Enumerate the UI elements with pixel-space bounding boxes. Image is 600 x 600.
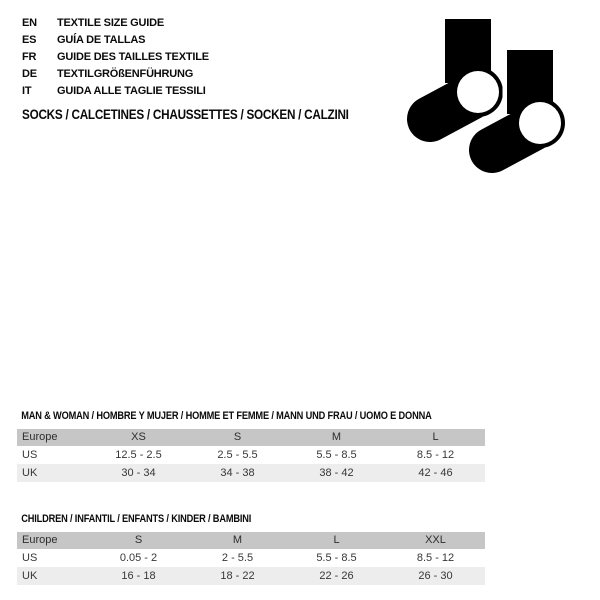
size-cell: 42 - 46	[386, 464, 485, 482]
size-grid	[17, 429, 485, 482]
size-cell: 8.5 - 12	[386, 549, 485, 567]
language-row-de	[22, 66, 209, 83]
column-header: S	[188, 429, 287, 446]
size-cell: 30 - 34	[89, 464, 188, 482]
size-cell: 5.5 - 8.5	[287, 549, 386, 567]
column-header: XXL	[386, 532, 485, 549]
size-cell: 34 - 38	[188, 464, 287, 482]
language-row-es	[22, 32, 209, 49]
language-label: GUIDE DES TAILLES TEXTILE	[57, 51, 209, 63]
category-line: SOCKS / CALCETINES / CHAUSSETTES / SOCKEN / CALZINI	[22, 107, 349, 122]
column-header: S	[89, 532, 188, 549]
column-header: M	[188, 532, 287, 549]
size-cell: 26 - 30	[386, 567, 485, 585]
language-row-fr	[22, 49, 209, 66]
column-header: L	[386, 429, 485, 446]
language-row-en	[22, 15, 209, 32]
language-list	[22, 15, 209, 100]
size-cell: 8.5 - 12	[386, 446, 485, 464]
language-label: GUÍA DE TALLAS	[57, 34, 146, 46]
language-code: DE	[22, 68, 37, 80]
language-code: EN	[22, 17, 37, 29]
table-title: MAN & WOMAN / HOMBRE Y MUJER / HOMME ET FEMME / MANN UND FRAU / UOMO E DONNA	[21, 410, 432, 422]
language-row-it	[22, 83, 209, 100]
size-cell: 12.5 - 2.5	[89, 446, 188, 464]
column-header: L	[287, 532, 386, 549]
sock-back	[430, 19, 503, 119]
region-label: UK	[17, 567, 89, 585]
size-cell: 38 - 42	[287, 464, 386, 482]
column-header: Europe	[17, 532, 89, 549]
size-table-children	[17, 511, 485, 585]
size-cell: 5.5 - 8.5	[287, 446, 386, 464]
size-cell: 2.5 - 5.5	[188, 446, 287, 464]
size-cell: 0.05 - 2	[89, 549, 188, 567]
size-table-man-woman	[17, 408, 485, 482]
size-cell: 22 - 26	[287, 567, 386, 585]
size-cell: 16 - 18	[89, 567, 188, 585]
region-label: UK	[17, 464, 89, 482]
size-cell: 18 - 22	[188, 567, 287, 585]
region-label: US	[17, 549, 89, 567]
language-label: TEXTILGRÖßENFÜHRUNG	[57, 68, 194, 80]
column-header: Europe	[17, 429, 89, 446]
language-code: ES	[22, 34, 37, 46]
language-label: GUIDA ALLE TAGLIE TESSILI	[57, 85, 206, 97]
column-header: XS	[89, 429, 188, 446]
language-code: FR	[22, 51, 37, 63]
language-code: IT	[22, 85, 32, 97]
region-label: US	[17, 446, 89, 464]
size-cell: 2 - 5.5	[188, 549, 287, 567]
table-title: CHILDREN / INFANTIL / ENFANTS / KINDER / BAMBINI	[21, 513, 252, 525]
size-grid	[17, 532, 485, 585]
language-label: TEXTILE SIZE GUIDE	[57, 17, 165, 29]
sock-front	[492, 50, 565, 150]
column-header: M	[287, 429, 386, 446]
socks-icon	[403, 19, 568, 184]
